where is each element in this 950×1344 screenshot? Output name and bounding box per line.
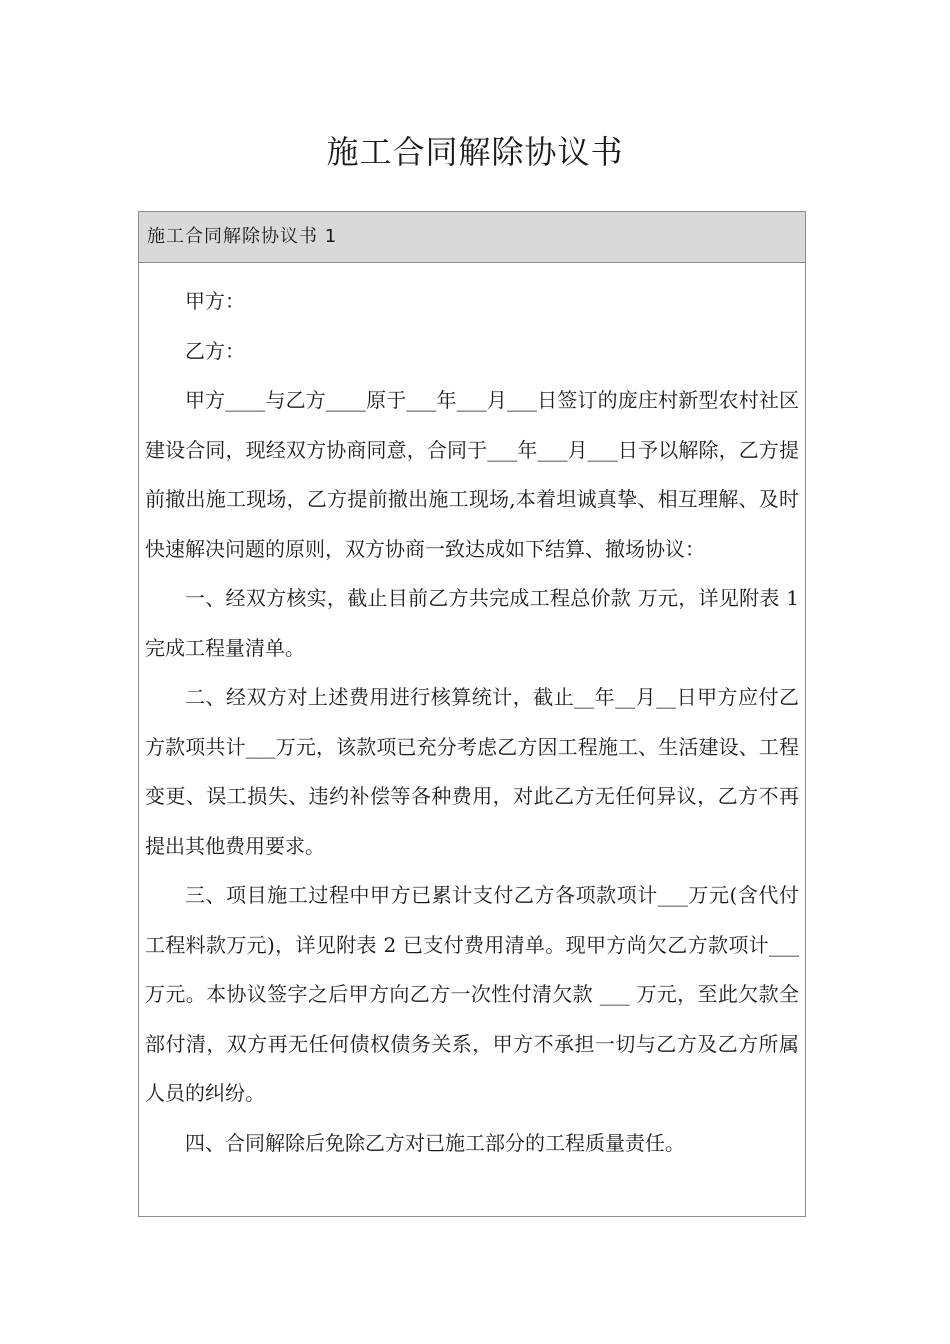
- preamble-paragraph: 甲方____与乙方____原于___年___月___日签订的庞庄村新型农村社区建设合同，现经双方协商同意，合同于___年___月___日予以解除，乙方提前撤出施工现场，乙方提前撤出施工现场,本着坦诚真挚、相互理解、及时快速解决问题的原则，双方协商一致达成如下结算、撤场协议：: [145, 388, 799, 561]
- document-title: 施工合同解除协议书: [326, 133, 624, 171]
- section-header: 施工合同解除协议书 1: [139, 212, 805, 263]
- clause-3: 三、项目施工过程中甲方已累计支付乙方各项款项计___万元(含代付工程料款万元)，详见附表 2 已支付费用清单。现甲方尚欠乙方款项计___万元。本协议签字之后甲方向乙方一次性付清欠款 ___ 万元，至此欠款全部付清，双方再无任何债权债务关系，甲方不承担一切与乙方及乙方所属人员的纠纷。: [145, 883, 799, 1105]
- party-b-line: 乙方：: [185, 338, 245, 363]
- party-a-line: 甲方：: [185, 289, 245, 313]
- agreement-body: [139, 263, 805, 1168]
- agreement-box: [138, 211, 806, 1217]
- clause-1: 一、经双方核实，截止目前乙方共完成工程总价款 万元，详见附表 1 完成工程量清单。: [145, 586, 799, 660]
- clause-2: 二、经双方对上述费用进行核算统计，截止__年__月__日甲方应付乙方款项共计___万元，该款项已充分考虑乙方因工程施工、生活建设、工程变更、误工损失、违约补偿等各种费用，对此乙方无任何异议，乙方不再提出其他费用要求。: [145, 685, 799, 858]
- clause-4: 四、合同解除后免除乙方对已施工部分的工程质量责任。: [185, 1130, 685, 1155]
